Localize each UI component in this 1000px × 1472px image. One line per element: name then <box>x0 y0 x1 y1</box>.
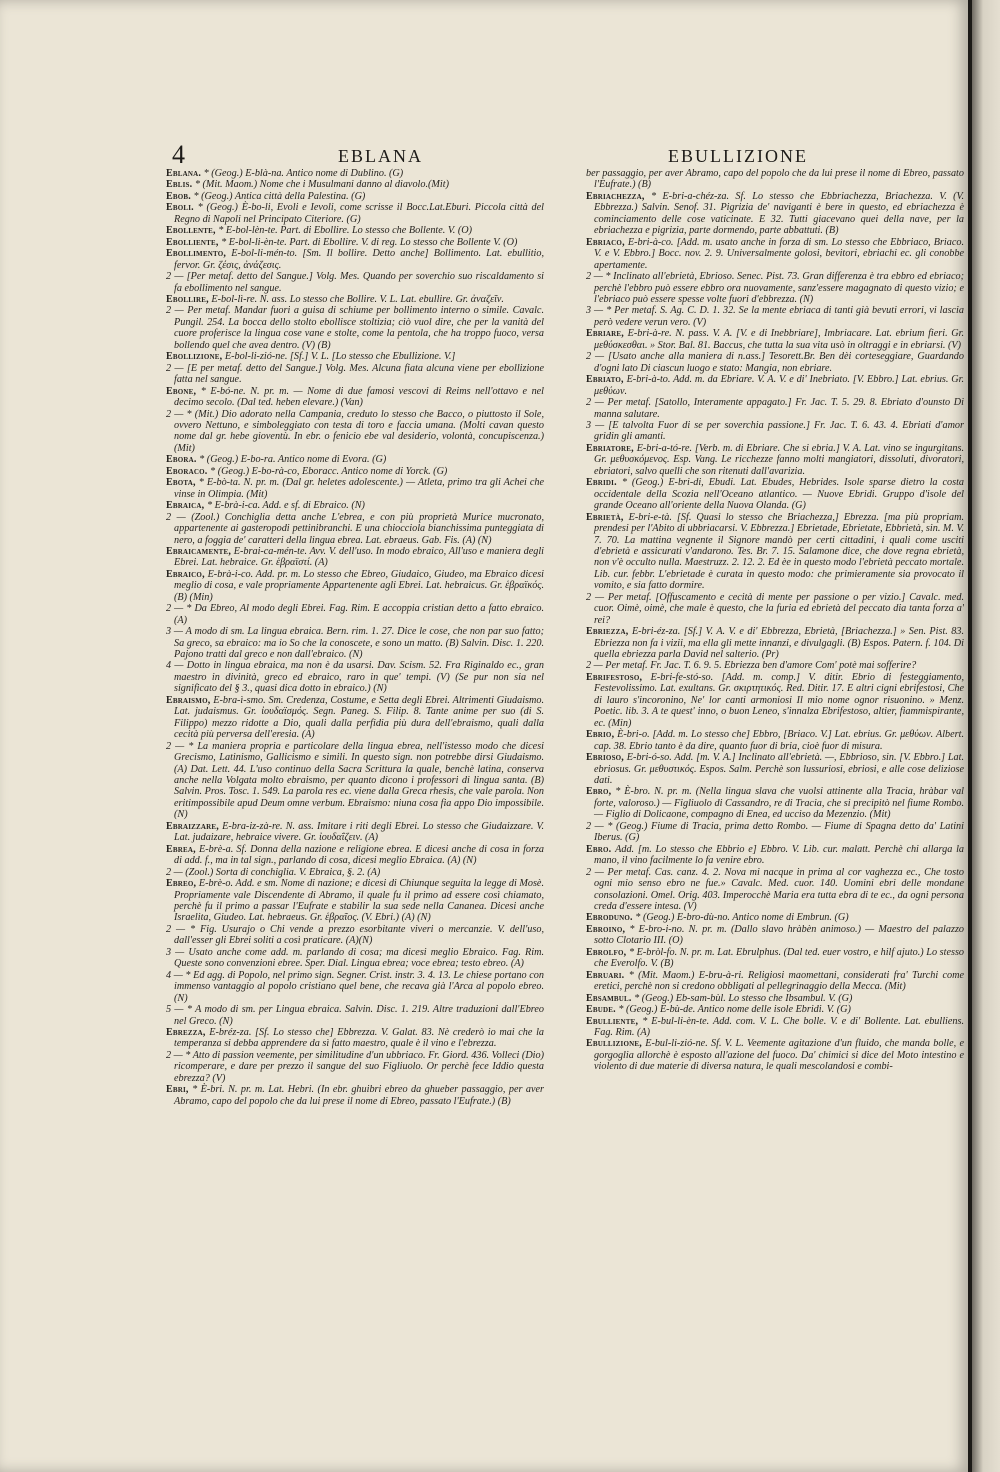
entry-text: 3 — * Per metaf. S. Ag. C. D. 1. 32. Se la mente ebriaca di tanti già bevuti errori, vi lascia però vedere verun vero. (V) <box>586 305 964 328</box>
dictionary-entry <box>166 924 544 947</box>
entry-text: * E-bol-li-èn-te. Part. di Ebollire. V. di reg. Lo stesso che Bollente V. (O) <box>221 236 518 248</box>
dictionary-entry <box>166 466 544 477</box>
dictionary-entry <box>166 248 544 271</box>
entry-text: * (Geog.) E-bro-dù-no. Antico nome di Embrun. (G) <box>635 912 849 924</box>
entry-headword: Ebrio, <box>586 729 615 741</box>
dictionary-entry <box>166 237 544 248</box>
entry-text: 2 — Per metaf. Mandar fuori a guisa di schiume per bollimento interno o simile. Cavalc. Pungil. 254. La bocca dello stolto ebollisce stoltizia; ciò vuol dire, che per la vanità del cuore proferisce la lingua cose vane e stolte, come la pentola, che ha troppo fuoco, versa bollendo quel che avea dentro. (V) (B) <box>166 305 544 351</box>
dictionary-entry <box>586 477 964 511</box>
entry-headword: Ebraismo, <box>166 694 211 706</box>
entry-headword: Ebreo, <box>166 878 197 890</box>
entry-text: * È-bri. N. pr. m. Lat. Hebri. (In ebr. ghuibri ebreo da ghueber passaggio, per aver Abramo, capo del popolo che da lui prese il nome di Ebreo, passato l'Eufrate.) (B) <box>174 1084 544 1107</box>
entry-text: 2 — * Da Ebreo, Al modo degli Ebrei. Fag. Rim. E accoppia cristian detto a fatto ebraico. (A) <box>166 603 544 626</box>
entry-text: * E-bul-li-èn-te. Add. com. V. L. Che bolle. V. e di' Bollente. Lat. ebulliens. Fag. Rim. (A) <box>594 1015 964 1038</box>
entry-headword: Ebollizione, <box>166 351 223 363</box>
entry-text: 2 — Per metaf. Fr. Jac. T. 6. 9. 5. Ebriezza ben d'amore Com' potè mai sofferire? <box>586 660 917 672</box>
dictionary-entry <box>166 603 544 626</box>
dictionary-entry <box>166 878 544 924</box>
dictionary-entry <box>586 271 964 305</box>
dictionary-entry <box>586 729 964 752</box>
dictionary-entry <box>586 191 964 237</box>
entry-headword: Eblis. <box>166 179 193 191</box>
entry-headword: Ebriare, <box>586 328 624 340</box>
entry-text: 2 — (Zool.) Conchiglia detta anche L'ebrea, e con più proprietà Murice mucronato, appartenente ai gasteropodi pettinibranchi. E una chiocciola bianchissima punteggiata di nero, a foggia de' caratteri della lingua ebrea. Lat. ebraeus. Gab. Fis. (A) (N) <box>166 511 544 546</box>
entry-headword: Ebro. <box>586 843 612 855</box>
entry-text: * E-bó-ne. N. pr. m. — Nome di due famosi vescovi di Reims nell'ottavo e nel decimo secolo. (Dal ted. heben elevare.) (Van) <box>174 385 544 409</box>
dictionary-entry <box>586 168 964 191</box>
entry-headword: Ebriato, <box>586 374 624 386</box>
dictionary-entry <box>166 1004 544 1027</box>
entry-headword: Ebro, <box>586 786 612 798</box>
entry-text: 2 — * (Mit.) Dio adorato nella Campania, creduto lo stesso che Bacco, o piuttosto il Sole, ovvero Nettuno, e simboleggiato con testa di toro e faccia umana. (Molti cavan questo nome dal gr. hebe gioventù. In ebr. o fenicio ebe val desiderio, volontà, concupiscenza.) (Mit) <box>166 408 544 454</box>
dictionary-entry <box>166 386 544 409</box>
entry-text: 3 — Usato anche come add. m. parlando di cosa; ma dicesi meglio Ebraico. Fag. Rim. Queste sono convenzioni ebree. Sper. Dial. Lingua ebrea; voce ebrea; testo ebreo. (A) <box>166 946 544 970</box>
entry-text: * (Geog.) E-bri-di, Ebudi. Lat. Ebudes, Hebrides. Isole sparse dietro la costa occidentale della Scozia nell'Oceano atlantico. — Nuove Ebridi. Gruppo d'isole del grande Oceano all'oriente della Nuova Olanda. (G) <box>594 477 964 512</box>
entry-headword: Ebora. <box>166 454 197 466</box>
entry-headword: Ebrifestoso, <box>586 671 643 683</box>
dictionary-entry <box>586 420 964 443</box>
dictionary-entry <box>166 660 544 694</box>
entry-headword: Eboli. <box>166 202 194 214</box>
entry-text: 2 — * Fig. Usurajo o Chi vende a prezzo esorbitante viveri o mercanzie. V. dell'uso, dall'esser gli Ebrei soliti a così praticare. (A)(N) <box>166 923 544 947</box>
dictionary-entry <box>166 626 544 660</box>
dictionary-entry <box>586 1038 964 1072</box>
dictionary-entry <box>166 970 544 1004</box>
dictionary-entry <box>586 993 964 1004</box>
dictionary-entry <box>586 947 964 970</box>
dictionary-entry <box>166 294 544 305</box>
page-header <box>168 140 908 170</box>
entry-text: * (Geog.) E-bù-de. Antico nome delle isole Ebridi. V. (G) <box>618 1004 851 1016</box>
entry-text: Add. [m. Lo stesso che Ebbrio e] Ebbro. V. Lib. cur. malatt. Perchè chi allarga la mano, il vino facilmente lo fa venire ebro. <box>594 843 964 867</box>
dictionary-entry <box>166 569 544 603</box>
entry-headword: Ebsambul. <box>586 992 632 1004</box>
entry-text: E-bul-li-zió-ne. Sf. V. L. Veemente agitazione d'un fluido, che manda bolle, e gorgoglia allorchè è esposto all'azione del fuoco. Da' chimici si dice del Moto intestino e violento di due materie di diversa natura, le quali mescolandosi e combi- <box>594 1038 964 1073</box>
dictionary-entry <box>586 924 964 947</box>
dictionary-entry <box>586 328 964 351</box>
entry-headword: Ebriezza, <box>586 626 629 638</box>
dictionary-entry <box>166 202 544 225</box>
entry-text: * E-bò-ta. N. pr. m. (Dal gr. heletes adolescente.) — Atleta, primo tra gli Achei che vinse in Olimpia. (Mit) <box>174 477 544 500</box>
entry-text: * (Mit. Maom.) E-bru-à-ri. Religiosi maomettani, considerati fra' Turchi come eretici, perchè non si credono obbligati al pellegrinaggio della Mecca. (Mit) <box>594 969 964 993</box>
dictionary-entry <box>586 672 964 729</box>
dictionary-entry <box>166 351 544 362</box>
dictionary-entry <box>166 168 544 179</box>
dictionary-entry <box>586 397 964 420</box>
entry-text: * E-bol-lèn-te. Part. di Ebollire. Lo stesso che Bollente. V. (O) <box>218 225 473 237</box>
entry-text: 2 — Per metaf. Cas. canz. 4. 2. Nova mi nacque in prima al cor vaghezza ec., Che tosto ogni mio senso ebro ne fue.» Cavalc. Med. cuor. 140. Uomini ebri delle mondane consolazioni. Omel. Orig. 403. Imperocchè Maria era tutta ebra di te ec., da ogni persona creda d'essere intesa. (V) <box>586 866 964 912</box>
dictionary-entry <box>586 374 964 397</box>
dictionary-entry <box>166 1027 544 1050</box>
entry-headword: Ebroino, <box>586 923 626 935</box>
dictionary-entry <box>166 409 544 455</box>
entry-headword: Ebrea, <box>166 843 196 855</box>
entry-text: E-bri-e-tà. [Sf. Quasi lo stesso che Briachezza,] Ebrezza. [ma più propriam. prendesi per l'Abito di ubbriacarsi. V. Ebbrezza.] Ebrietade, Ebrietate, Ebbrietà, sin. M. V. 7. 70. La mattina vegnente il Signore mandò per certi cittadini, i quali come usciti d'ebrietà e assicurati v'andarono. Tes. Br. 7. 15. Salamone dice, che dove regna ebrietà, non v'è occulto nulla. Maestruzz. 2. 12. 2. Ed èe in questo modo l'ebrietà peccato mortale. Lib. cur. febbr. L'ebrietade è curata in questo modo: che primieramente sia provocato il vomito, e sia fatto dormire. <box>594 511 964 592</box>
dictionary-entry <box>166 741 544 821</box>
dictionary-entry <box>166 947 544 970</box>
entry-text: 4 — * Ed agg. di Popolo, nel primo sign. Segner. Crist. instr. 3. 4. 13. Le chiese portano con immenso vantaggio al popolo cristiano quel bene, che recava già l'Arca al popolo ebreo. (N) <box>166 969 544 1004</box>
dictionary-entry <box>586 912 964 923</box>
dictionary-entry <box>586 1016 964 1039</box>
entry-headword: Ebollente, <box>166 225 216 237</box>
entry-headword: Ebrolfo, <box>586 946 627 958</box>
entry-headword: Ebrioso, <box>586 752 625 764</box>
entry-text: * (Geog.) Antica città della Palestina. (G) <box>193 190 366 202</box>
dictionary-entry <box>166 546 544 569</box>
dictionary-entry <box>166 1050 544 1084</box>
entry-text: E-brà-i-co. Add. pr. m. Lo stesso che Ebreo, Giudaico, Giudeo, ma Ebraico dicesi meglio di cosa, e vale propriamente Appartenente agli Ebrei. Lat. hebraicus. Gr. ἑβραϊκός. (B) (Min) <box>174 568 544 603</box>
entry-text: 5 — * A modo di sm. per Lingua ebraica. Salvin. Disc. 1. 219. Altre traduzioni dall'Ebreo nel Greco. (N) <box>166 1004 544 1027</box>
dictionary-entry <box>166 191 544 202</box>
entry-text: E-bri-à-co. [Add. m. usato anche in forza di sm. Lo stesso che Ebbriaco, Briaco. V. e V. Ebbro.] Bocc. nov. 2. 9. Universalmente golosi, bevitori, ebriachi ec. gli conobbe apertamente. <box>594 236 964 271</box>
entry-text: 2 — * (Geog.) Fiume di Tracia, prima detto Rombo. — Fiume di Spagna detto da' Latini Iberus. (G) <box>586 820 964 844</box>
entry-text: E-bri-à-to. Add. m. da Ebriare. V. A. V. e di' Inebriato. [V. Ebbro.] Lat. ebrius. Gr. μεθύων. <box>594 374 964 397</box>
dictionary-entry <box>586 752 964 786</box>
entry-text: È-bri-o. [Add. m. Lo stesso che] Ebbro, [Briaco. V.] Lat. ebrius. Gr. μεθύων. Albert. cap. 38. Ebrio tanto è da dire, quanto fuor di bria, cioè fuor di misura. <box>594 729 964 752</box>
entry-headword: Ebollire, <box>166 293 209 305</box>
dictionary-entry <box>166 844 544 867</box>
entry-text: 3 — [E talvolta Fuor di se per soverchia passione.] Fr. Jac. T. 6. 43. 4. Ebriati d'amor gridin gli amanti. <box>586 419 964 443</box>
dictionary-entry <box>166 1084 544 1107</box>
dictionary-entry <box>586 867 964 913</box>
entry-text: E-brè-o. Add. e sm. Nome di nazione; e dicesi di Chiunque seguita la legge di Mosè. Propriamente vale Discendente di Abramo, il quale fu il primo ad essere così chiamato, perchè fu il primo a passar l'Eufrate e stabilir la sua sede nella Cananea. Dicesi anche Israelita, Giudeo. Lat. hebraeus. Gr. ἑβραῖος. (V. Ebri.) (A) (N) <box>174 878 544 924</box>
entry-headword: Ebridi. <box>586 477 617 489</box>
next-page-edge <box>972 0 1000 1472</box>
entry-headword: Ebraizzare, <box>166 820 219 832</box>
entry-text: E-bra-ì-smo. Sm. Credenza, Costume, e Setta degli Ebrei. Altrimenti Giudaismo. Lat. judaismus. Gr. ἰουδαϊσμός. Segn. Paneg. S. Filip. 8. Tante anime per suo (di S. Filippo) mezzo ridotte a Dio, quali dalla perfidia più dura dell'ebraismo, quali dalla cecità più perversa dell'eresia. (A) <box>174 694 544 741</box>
entry-text: E-brè-a. Sf. Donna della nazione e religione ebrea. E dicesi anche di cosa in forza di add. f., ma in tal sign., parlando di cosa, dicesi meglio Ebraica. (A) (N) <box>174 843 544 867</box>
entry-headword: Ebota, <box>166 477 196 489</box>
entry-text: E-bréz-za. [Sf. Lo stesso che] Ebbrezza. V. Galat. 83. Nè crederò io mai che la temperanza si debba apprendere da sì fatto maestro, quale è il vino e l'ebrezza. <box>174 1026 544 1050</box>
entry-headword: Ebullizione, <box>586 1038 642 1050</box>
entry-headword: Ebruari. <box>586 969 625 981</box>
entry-text: 4 — Dotto in lingua ebraica, ma non è da usarsi. Dav. Scism. 52. Fra Riginaldo ec., gran maestro in divinità, greco ed ebraico, raro in que' tempi. (V) (Se pur non sia nel significato del § 3., quasi dica dotto in ebraico.) (N) <box>166 660 544 695</box>
entry-text: E-bol-li-zió-ne. [Sf.] V. L. [Lo stesso che Ebullizione. V.] <box>224 351 456 363</box>
dictionary-entry <box>586 660 964 671</box>
entry-headword: Ebriaco, <box>586 236 625 248</box>
dictionary-entry <box>166 695 544 741</box>
entry-text: 2 — Per metaf. [Offuscamento e cecità di mente per passione o per vizio.] Cavalc. med. cuor. Oimè, oimè, che male è questo, che la furia ed ebrietà del peccato dia tanta forza a' rei? <box>586 591 964 626</box>
entry-text: 2 — * Atto di passion veemente, per similitudine d'un ubbriaco. Fr. Giord. 436. Volleci (Dio) ricomperare, e dare per prezzo il sangue del suo Figliuolo. Or perchè fece Iddio questa ebrezza? (V) <box>166 1049 544 1084</box>
entry-headword: Ebob. <box>166 190 191 202</box>
entry-headword: Ebraicamente, <box>166 545 232 557</box>
entry-text: * E-bròl-fo. N. pr. m. Lat. Ebrulphus. (Dal ted. euer vostro, e hilf ajuto.) Lo stesso che Everolfo. V. (B) <box>594 946 964 970</box>
dictionary-entry <box>586 443 964 477</box>
entry-text: ber passaggio, per aver Abramo, capo del popolo che da lui prese il nome di Ebreo, passato l'Eufrate.) (B) <box>586 168 964 191</box>
entry-headword: Ebraico, <box>166 568 205 580</box>
page-number: 4 <box>172 140 185 169</box>
dictionary-entry <box>586 786 964 820</box>
dictionary-entry <box>586 1004 964 1015</box>
dictionary-entry <box>166 363 544 386</box>
entry-text: * (Geog.) È-bo-li, Evoli e Ievoli, come scrisse il Bocc.Lat.Eburi. Piccola città del Regno di Napoli nel Principato Citeriore. (G) <box>174 202 544 225</box>
dictionary-entry <box>166 179 544 190</box>
entry-headword: Ebriatore, <box>586 442 634 454</box>
dictionary-entry <box>166 821 544 844</box>
entry-text: E-bri-fe-stó-so. [Add. m. comp.] V. ditir. Ebrio di festeggiamento, Festevolissimo. Lat. exultans. Gr. σκιρτητικός. Red. Ditir. 17. E altri cigni ebrifestosi, Che di lauro s'incoronino, Ne' lor canti armoniosi Il mio nome ognor risuonino. » Menz. Poetic. lib. 3. A te quest' inno, o buon Leneo, s'innalza Ebrifestoso, altier, fiammispirante, ec. (Min) <box>594 671 964 729</box>
entry-text: 2 — (Zool.) Sorta di conchiglia. V. Ebraica, §. 2. (A) <box>166 866 381 878</box>
entry-headword: Ebulliente, <box>586 1015 639 1027</box>
dictionary-entry <box>166 512 544 546</box>
dictionary-entry <box>586 844 964 867</box>
dictionary-entry <box>166 500 544 511</box>
entry-text: E-bri-à-re. N. pass. V. A. [V. e di Inebbriare], Imbriacare. Lat. ebrium fieri. Gr. μεθύσκεσθαι. » Stor. Bal. 81. Baccus, che tutta la sua vita usò in oltraggi e in ebriarsi. (V) <box>594 328 964 351</box>
dictionary-entry <box>166 225 544 236</box>
entry-text: * (Mit. Maom.) Nome che i Musulmani danno al diavolo.(Mit) <box>194 179 449 191</box>
dictionary-entry <box>166 305 544 351</box>
left-column <box>166 168 544 1408</box>
dictionary-entry <box>586 351 964 374</box>
dictionary-entry <box>166 271 544 294</box>
entry-text: 3 — A modo di sm. La lingua ebraica. Bern. rim. 1. 27. Dice le cose, che non par suo fatto; Sa greco, sa ebraico: ma io So che la conoscete, e sono un matto. (B) Salvin. Disc. 1. 220. Pajono tratti dal greco e non dall'ebraico. (N) <box>166 626 544 661</box>
entry-text: E-bri-ó-so. Add. [m. V. A.] Inclinato all'ebrietà. —, Ebbrioso, sin. [V. Ebbro.] Lat. ebriosus. Gr. μεθυστικός. Espos. Salm. Perchè son lussuriosi, ebriosi, e alle cose deliziose dati. <box>594 752 964 787</box>
entry-text: E-bol-li-mén-to. [Sm. Il bollire. Detto anche] Bollimento. Lat. ebullitio, fervor. Gr. ζέσις, ἀνάζεσις. <box>174 248 544 271</box>
right-column <box>586 168 964 1408</box>
entry-headword: Ebriachezza, <box>586 190 645 202</box>
entry-headword: Eboraco. <box>166 465 208 477</box>
entry-headword: Ebraica, <box>166 500 205 512</box>
entry-text: * (Geog.) E-bo-rà-co, Eboracc. Antico nome di Yorck. (G) <box>210 465 448 477</box>
entry-headword: Eblana. <box>166 168 202 179</box>
entry-text: 2 — * Inclinato all'ebrietà, Ebrioso. Senec. Pist. 73. Gran differenza è tra ebbro ed ebriaco; perchè l'ebbro può essere ebbro ora nuovamente, sanz'essere magagnato di questo vizio; e l'ebriaco può essere spesse volte fuori d'ebbrezza. (N) <box>586 271 964 305</box>
dictionary-entry <box>586 305 964 328</box>
entry-headword: Ebrezza, <box>166 1026 206 1038</box>
entry-text: * È-bro. N. pr. m. (Nella lingua slava che vuolsi attinente alla Tracia, hràbar val forte, valoroso.) — Figliuolo di Cassandro, re di Tracia, che si precipitò nel fiume Rombo. — Figlio di Dolicaone, compagno di Enea, ed ucciso da Mezenzio. (Mit) <box>594 786 964 821</box>
entry-text: * E-bri-a-chéz-za. Sf. Lo stesso che Ebbriachezza, Briachezza. V. (V. Ebbrezza.) Salvin. Senof. 31. Pigrizia de' naviganti è bere in questo, ed ebriachezza è cominciamento delle cose vaticinate. E 32. Tutti giacevano quei della nave, per la ebriachezza e pigrizia, parte dormendo, parte abbattuti. (B) <box>594 190 964 237</box>
dictionary-entry <box>166 477 544 500</box>
dictionary-entry <box>166 454 544 465</box>
entry-headword: Ebollimento, <box>166 248 227 260</box>
entry-text: 2 — [Usato anche alla maniera di n.ass.] Tesorett.Br. Ben dèi corteseggiare, Guardando d'ogni lato Di ciascun luogo e stato: Mangia, non ebriare. <box>586 351 964 374</box>
entry-text: 2 — Per metaf. [Satollo, Interamente appagato.] Fr. Jac. T. 5. 29. 8. Ebriato d'ounsto Di manna salutare. <box>586 397 964 420</box>
dictionary-entry <box>166 867 544 878</box>
dictionary-entry <box>586 237 964 271</box>
entry-text: 2 — * La maniera propria e particolare della lingua ebrea, nell'istesso modo che dicesi Grecismo, Latinismo, Gallicismo e simili. In questo sign. non potrebbe dirsi Giudaismo. (A) Dat. Lett. 44. L'uso continuo della Sacra Scrittura la quale, benchè latina, conserva anche nella Volgata molto ebraismo, per quanto dicono i professori di lingua santa. (B) Salvin. Pros. Tosc. 1. 549. La parola res ec. viene dalla Greca rhesis, che vale parola. Non eritimpossibile apud Deum omne verbum. Ebraismo: niuna cosa fia appo Dio impossibile. (N) <box>166 740 544 821</box>
dictionary-entry <box>586 821 964 844</box>
entry-headword: Ebolliente, <box>166 236 219 248</box>
entry-text: 2 — [E per metaf. detto del Sangue.] Volg. Mes. Alcuna fiata alcuna viene per ebollizione fatta nel sangue. <box>166 362 544 386</box>
entry-text: E-bri-a-tó-re. [Verb. m. di Ebriare. Che si ebria.] V. A. Lat. vino se ingurgitans. Gr. μεθυσκόμενος. Esp. Vang. Le ricchezze fanno molti mangiatori, dissoluti, divoratori, ebriatori, salvo quelli che son ritenuti dall'avarizia. <box>594 442 964 477</box>
entry-headword: Ebri, <box>166 1084 189 1096</box>
entry-text: E-brai-ca-mén-te. Avv. V. dell'uso. In modo ebraico, All'uso e maniera degli Ebrei. Lat. hebraice. Gr. ἑβραϊστί. (A) <box>174 545 544 569</box>
entry-text: 2 — [Per metaf. detto del Sangue.] Volg. Mes. Quando per soverchio suo riscaldamento si fa ebollimento nel sangue. <box>166 271 544 294</box>
entry-text: * E-bro-i-no. N. pr. m. (Dallo slavo hràbèn animoso.) — Maestro del palazzo sotto Clotario III. (O) <box>594 923 964 947</box>
entry-text: E-bra-iz-zà-re. N. ass. Imitare i riti degli Ebrei. Lo stesso che Giudaizzare. V. Lat. judaizare, hebraice vivere. Gr. ἰουδαΐζειν. (A) <box>174 820 544 844</box>
dictionary-entry <box>586 512 964 592</box>
dictionary-entry <box>586 592 964 626</box>
running-head-left: EBLANA <box>338 146 423 166</box>
entry-text: E-bri-éz-za. [Sf.] V. A. V. e di' Ebbrezza, Ebrietà, [Briachezza.] » Sen. Pist. 83. Ebriezza non fa i vizii, ma ella gli mette innanzi, e divulgagli. (B) Espos. Patern. f. 104. Di quella ebriezza parla David nel salterio. (Pr) <box>594 626 964 661</box>
entry-headword: Ebroduno. <box>586 912 633 924</box>
dictionary-entry <box>586 626 964 660</box>
entry-headword: Ebrietà, <box>586 511 624 523</box>
entry-text: * (Geog.) E-blà-na. Antico nome di Dublino. (G) <box>203 168 404 179</box>
entry-text: * (Geog.) Eb-sam-bùl. Lo stesso che Ibsambul. V. (G) <box>634 992 853 1004</box>
entry-text: * E-brà-i-ca. Add. e sf. di Ebraico. (N) <box>206 500 365 512</box>
entry-text: * (Geog.) E-bo-ra. Antico nome di Evora. (G) <box>199 454 387 466</box>
dictionary-entry <box>586 970 964 993</box>
entry-headword: Ebone, <box>166 385 197 397</box>
running-head-right: EBULLIZIONE <box>668 146 808 166</box>
entry-text: E-bol-lì-re. N. ass. Lo stesso che Bollire. V. L. Lat. ebullire. Gr. ἀναζεῖν. <box>211 293 504 305</box>
entry-headword: Ebude. <box>586 1004 616 1016</box>
